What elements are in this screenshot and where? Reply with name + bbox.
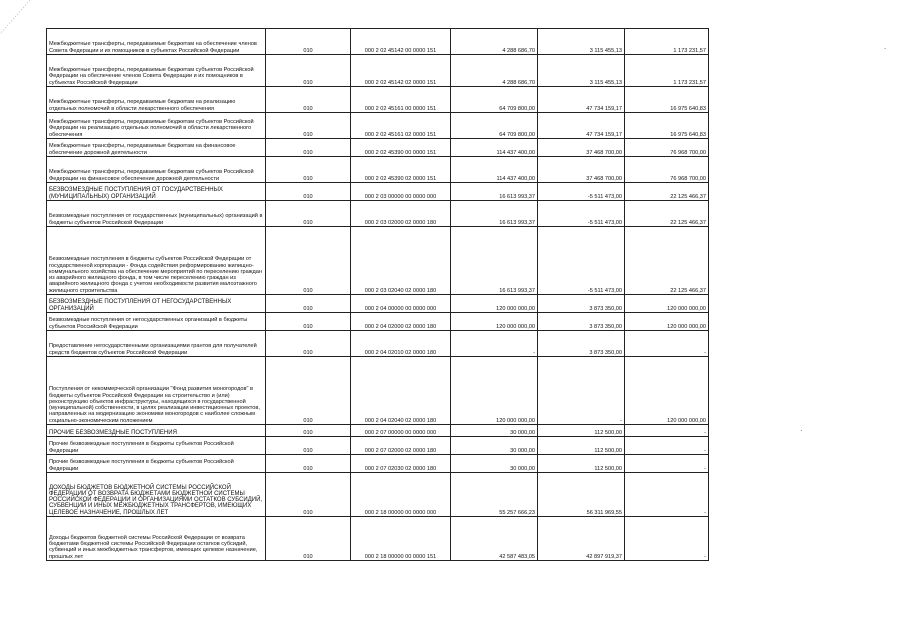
row-approved-amount: 64 709 800,00 xyxy=(451,113,538,139)
row-line-code: 010 xyxy=(266,139,351,157)
table-row xyxy=(47,517,709,561)
row-line-code: 010 xyxy=(266,455,351,473)
row-unexecuted-amount: 22 125 466,37 xyxy=(625,227,709,295)
row-executed-amount: 47 734 159,17 xyxy=(538,113,625,139)
row-approved-amount: 114 437 400,00 xyxy=(451,139,538,157)
row-executed-amount: -5 511 473,00 xyxy=(538,183,625,201)
row-name: Прочие безвозмездные поступления в бюджеты субъектов Российской Федерации xyxy=(47,437,266,455)
row-approved-amount: 120 000 000,00 xyxy=(451,295,538,313)
row-approved-amount: 16 613 993,37 xyxy=(451,227,538,295)
margin-mark-right-middle: · xyxy=(800,426,803,435)
row-name: БЕЗВОЗМЕЗДНЫЕ ПОСТУПЛЕНИЯ ОТ НЕГОСУДАРСТВЕННЫХ ОРГАНИЗАЦИЙ xyxy=(47,295,266,313)
row-name: ДОХОДЫ БЮДЖЕТОВ БЮДЖЕТНОЙ СИСТЕМЫ РОССИЙСКОЙ ФЕДЕРАЦИИ ОТ ВОЗВРАТА БЮДЖЕТАМИ БЮДЖЕТНОЙ СИСТЕМЫ РОССИЙСКОЙ ФЕДЕРАЦИИ И ОРГАНИЗАЦИЯМИ ОСТАТКОВ СУБСИДИЙ, СУБВЕНЦИЙ И ИНЫХ МЕЖБЮДЖЕТНЫХ ТРАНСФЕРТОВ, ИМЕЮЩИХ ЦЕЛЕВОЕ НАЗНАЧЕНИЕ, ПРОШЛЫХ ЛЕТ xyxy=(47,473,266,517)
row-approved-amount: - xyxy=(451,331,538,357)
budget-revenue-table xyxy=(46,28,709,561)
row-name: Межбюджетные трансферты, передаваемые бюджетам субъектов Российской Федерации на реализацию отдельных полномочий в области лекарственного обеспечения xyxy=(47,113,266,139)
table-row xyxy=(47,87,709,113)
row-budget-classification-code: 000 2 07 02030 02 0000 180 xyxy=(351,455,451,473)
table-row xyxy=(47,295,709,313)
row-executed-amount: -5 511 473,00 xyxy=(538,227,625,295)
row-line-code: 010 xyxy=(266,157,351,183)
row-name: Поступления от некоммерческой организации "Фонд развития моногородов" в бюджеты субъектов Российской Федерации на строительство и (или) реконструкцию объектов инфраструктуры, находящихся в государственной (муниципальной) собственности, в целях реализации инвестиционных проектов, направленных на модернизацию экономики моногородов с наиболее сложным социально-экономическим положением xyxy=(47,357,266,425)
row-budget-classification-code: 000 2 18 00000 00 0000 151 xyxy=(351,517,451,561)
row-budget-classification-code: 000 2 07 00000 00 0000 000 xyxy=(351,425,451,437)
row-name: Доходы бюджетов бюджетной системы Российской Федерации от возврата бюджетами бюджетной системы Российской Федерации остатков субсидий, субвенций и иных межбюджетных трансфертов, имеющих целевое назначение, прошлых лет xyxy=(47,517,266,561)
row-name: Прочие безвозмездные поступления в бюджеты субъектов Российской Федерации xyxy=(47,455,266,473)
row-executed-amount: 112 500,00 xyxy=(538,437,625,455)
row-unexecuted-amount: - xyxy=(625,473,709,517)
row-budget-classification-code: 000 2 04 02000 02 0000 180 xyxy=(351,313,451,331)
row-executed-amount: 42 897 919,37 xyxy=(538,517,625,561)
table-row xyxy=(47,425,709,437)
row-approved-amount: 30 000,00 xyxy=(451,425,538,437)
row-line-code: 010 xyxy=(266,313,351,331)
row-executed-amount: -5 511 473,00 xyxy=(538,201,625,227)
table-row xyxy=(47,183,709,201)
row-budget-classification-code: 000 2 03 02000 02 0000 180 xyxy=(351,201,451,227)
table-row xyxy=(47,201,709,227)
row-unexecuted-amount: 16 975 640,83 xyxy=(625,113,709,139)
table-row xyxy=(47,473,709,517)
row-line-code: 010 xyxy=(266,437,351,455)
row-approved-amount: 120 000 000,00 xyxy=(451,357,538,425)
row-unexecuted-amount: - xyxy=(625,437,709,455)
row-budget-classification-code: 000 2 18 00000 00 0000 000 xyxy=(351,473,451,517)
row-budget-classification-code: 000 2 02 45142 02 0000 151 xyxy=(351,55,451,87)
row-executed-amount: 112 500,00 xyxy=(538,425,625,437)
row-executed-amount: 37 468 700,00 xyxy=(538,157,625,183)
row-approved-amount: 64 709 800,00 xyxy=(451,87,538,113)
table-row xyxy=(47,331,709,357)
row-line-code: 010 xyxy=(266,183,351,201)
row-budget-classification-code: 000 2 02 45161 00 0000 151 xyxy=(351,87,451,113)
row-executed-amount: - xyxy=(538,357,625,425)
row-name: Безвозмездные поступления от государственных (муниципальных) организаций в бюджеты субъектов Российской Федерации xyxy=(47,201,266,227)
row-name: Предоставление негосударственными организациями грантов для получателей средств бюджетов субъектов Российской Федерации xyxy=(47,331,266,357)
row-budget-classification-code: 000 2 02 45161 02 0000 151 xyxy=(351,113,451,139)
table-row xyxy=(47,455,709,473)
row-executed-amount: 3 873 350,00 xyxy=(538,331,625,357)
row-unexecuted-amount: 1 173 231,57 xyxy=(625,29,709,55)
row-budget-classification-code: 000 2 04 00000 00 0000 000 xyxy=(351,295,451,313)
table-row xyxy=(47,227,709,295)
row-approved-amount: 16 613 993,37 xyxy=(451,183,538,201)
table-row xyxy=(47,113,709,139)
row-line-code: 010 xyxy=(266,357,351,425)
row-unexecuted-amount: 120 000 000,00 xyxy=(625,313,709,331)
table-row xyxy=(47,437,709,455)
row-unexecuted-amount: 120 000 000,00 xyxy=(625,357,709,425)
row-budget-classification-code: 000 2 07 02000 02 0000 180 xyxy=(351,437,451,455)
row-budget-classification-code: 000 2 02 45390 02 0000 151 xyxy=(351,157,451,183)
row-unexecuted-amount: - xyxy=(625,455,709,473)
row-line-code: 010 xyxy=(266,113,351,139)
row-approved-amount: 30 000,00 xyxy=(451,437,538,455)
table-row xyxy=(47,157,709,183)
row-approved-amount: 42 587 483,05 xyxy=(451,517,538,561)
row-name: Межбюджетные трансферты, передаваемые бюджетам на финансовое обеспечение дорожной деятельности xyxy=(47,139,266,157)
row-name: ПРОЧИЕ БЕЗВОЗМЕЗДНЫЕ ПОСТУПЛЕНИЯ xyxy=(47,425,266,437)
row-executed-amount: 47 734 159,17 xyxy=(538,87,625,113)
row-line-code: 010 xyxy=(266,55,351,87)
row-executed-amount: 3 115 455,13 xyxy=(538,29,625,55)
row-line-code: 010 xyxy=(266,201,351,227)
row-budget-classification-code: 000 2 04 02040 02 0000 180 xyxy=(351,357,451,425)
row-approved-amount: 4 288 686,70 xyxy=(451,29,538,55)
row-unexecuted-amount: 76 968 700,00 xyxy=(625,157,709,183)
row-unexecuted-amount: 22 125 466,37 xyxy=(625,201,709,227)
row-line-code: 010 xyxy=(266,227,351,295)
row-line-code: 010 xyxy=(266,473,351,517)
row-unexecuted-amount: 120 000 000,00 xyxy=(625,295,709,313)
row-executed-amount: 56 311 969,55 xyxy=(538,473,625,517)
row-executed-amount: 112 500,00 xyxy=(538,455,625,473)
row-budget-classification-code: 000 2 02 45390 00 0000 151 xyxy=(351,139,451,157)
row-executed-amount: 3 115 455,13 xyxy=(538,55,625,87)
row-unexecuted-amount: - xyxy=(625,331,709,357)
row-unexecuted-amount: - xyxy=(625,517,709,561)
row-name: БЕЗВОЗМЕЗДНЫЕ ПОСТУПЛЕНИЯ ОТ ГОСУДАРСТВЕННЫХ (МУНИЦИПАЛЬНЫХ) ОРГАНИЗАЦИЙ xyxy=(47,183,266,201)
table-row xyxy=(47,55,709,87)
row-executed-amount: 3 873 350,00 xyxy=(538,295,625,313)
row-unexecuted-amount: 76 968 700,00 xyxy=(625,139,709,157)
scan-corner-artifact xyxy=(0,0,40,40)
row-name: Безвозмездные поступления от негосударственных организаций в бюджеты субъектов Российской Федерации xyxy=(47,313,266,331)
row-budget-classification-code: 000 2 04 02010 02 0000 180 xyxy=(351,331,451,357)
row-approved-amount: 16 613 993,37 xyxy=(451,201,538,227)
row-approved-amount: 30 000,00 xyxy=(451,455,538,473)
row-name: Безвозмездные поступления в бюджеты субъектов Российской Федерации от государственной корпорации - Фонда содействия реформированию жилищно-коммунального хозяйства на обеспечение мероприятий по переселению граждан из аварийного жилищного фонда, в том числе переселению граждан из аварийного жилищного фонда с учетом необходимости развития малоэтажного жилищного строительства xyxy=(47,227,266,295)
row-approved-amount: 120 000 000,00 xyxy=(451,313,538,331)
table-body xyxy=(47,29,709,561)
row-unexecuted-amount: 1 173 231,57 xyxy=(625,55,709,87)
row-approved-amount: 114 437 400,00 xyxy=(451,157,538,183)
row-line-code: 010 xyxy=(266,425,351,437)
row-unexecuted-amount: 16 975 640,83 xyxy=(625,87,709,113)
row-line-code: 010 xyxy=(266,87,351,113)
row-unexecuted-amount: 22 125 466,37 xyxy=(625,183,709,201)
table-row xyxy=(47,29,709,55)
row-executed-amount: 3 873 350,00 xyxy=(538,313,625,331)
row-line-code: 010 xyxy=(266,517,351,561)
table-row xyxy=(47,313,709,331)
row-line-code: 010 xyxy=(266,29,351,55)
row-approved-amount: 4 288 686,70 xyxy=(451,55,538,87)
table-row xyxy=(47,139,709,157)
margin-mark-right-top: . xyxy=(884,42,887,51)
row-executed-amount: 37 468 700,00 xyxy=(538,139,625,157)
row-line-code: 010 xyxy=(266,295,351,313)
row-name: Межбюджетные трансферты, передаваемые бюджетам субъектов Российской Федерации на обеспечение членов Совета Федерации и их помощников в субъектах Российской Федерации xyxy=(47,55,266,87)
table-row xyxy=(47,357,709,425)
row-name: Межбюджетные трансферты, передаваемые бюджетам на реализацию отдельных полномочий в области лекарственного обеспечения xyxy=(47,87,266,113)
row-budget-classification-code: 000 2 03 00000 00 0000 000 xyxy=(351,183,451,201)
row-line-code: 010 xyxy=(266,331,351,357)
row-name: Межбюджетные трансферты, передаваемые бюджетам на обеспечение членов Совета Федерации и их помощников в субъектах Российской Федерации xyxy=(47,29,266,55)
row-approved-amount: 55 257 666,23 xyxy=(451,473,538,517)
row-budget-classification-code: 000 2 03 02040 02 0000 180 xyxy=(351,227,451,295)
row-budget-classification-code: 000 2 02 45142 00 0000 151 xyxy=(351,29,451,55)
row-unexecuted-amount: - xyxy=(625,425,709,437)
row-name: Межбюджетные трансферты, передаваемые бюджетам субъектов Российской Федерации на финансовое обеспечение дорожной деятельности xyxy=(47,157,266,183)
